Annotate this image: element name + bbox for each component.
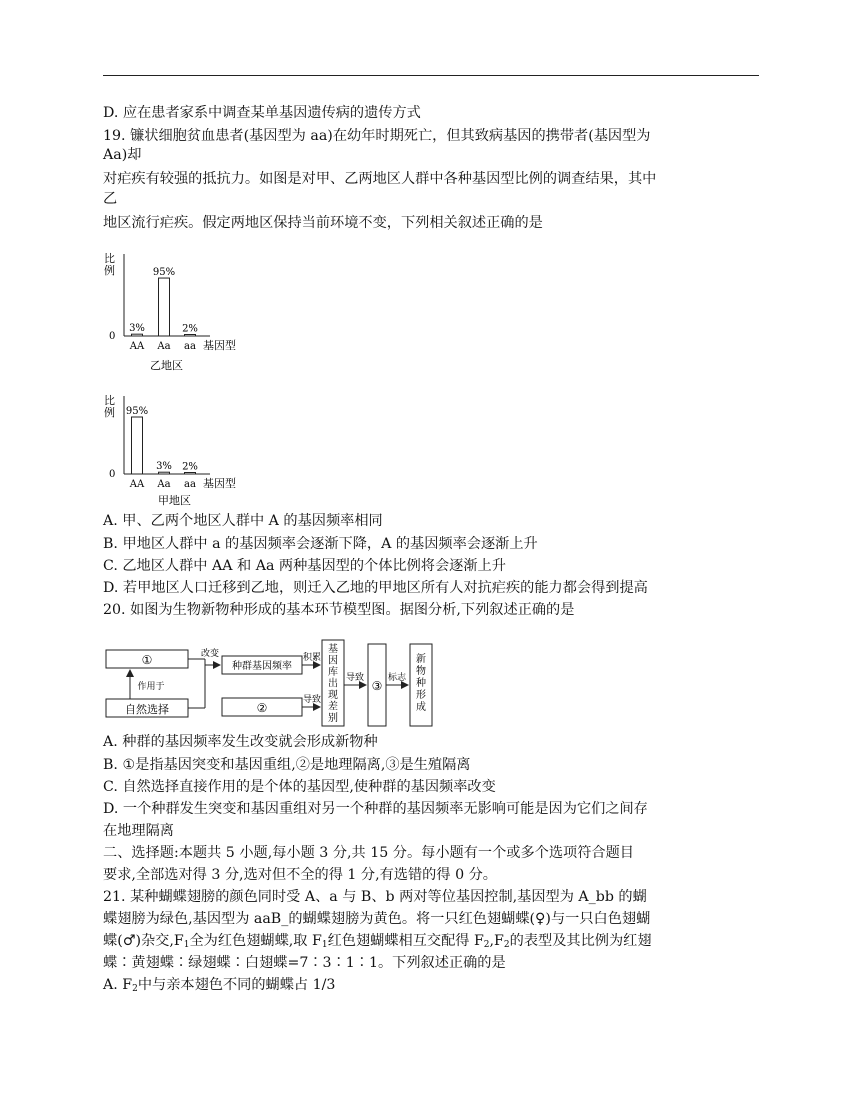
chart-yi-bar-aa — [185, 335, 196, 337]
q21-stem-3 — [103, 932, 652, 954]
q20-option-d-1: D. 一个种群发生突变和基因重组对另一个种群的基因频率无影响可能是因为它们之间存 — [103, 801, 648, 817]
gene-pool-char-1: 因 — [328, 655, 338, 667]
chart-yi-zero: 0 — [109, 331, 116, 342]
section-2-intro-2: 要求,全部选对得 3 分,选对但不全的得 1 分,有选错的得 0 分。 — [103, 867, 497, 883]
chart-jia-tick-Aa: Aa — [157, 479, 171, 490]
q21-stem-4: 蝶∶黄翅蝶∶绿翅蝶∶白翅蝶=7∶3∶1∶1。下列叙述正确的是 — [103, 955, 506, 971]
sub-f2c: 2 — [132, 984, 138, 994]
accumulate-label: 积累 — [302, 653, 322, 663]
chart-yi-ylabel-2: 例 — [104, 264, 115, 277]
chart-jia-title: 甲地区 — [158, 494, 191, 507]
q20-stem: 20. 如图为生物新物种形成的基本环节模型图。据图分析,下列叙述正确的是 — [103, 602, 575, 618]
q21-text-c: 红色翅蝴蝶相互交配得 F — [327, 933, 484, 949]
q20-option-d-2: 在地理隔离 — [103, 823, 174, 839]
chart-jia-value-label-AA: 95% — [125, 406, 149, 417]
q21a-text-a: A. F — [103, 977, 133, 993]
q21-option-a — [103, 976, 335, 998]
chart-yi-bar-AA — [132, 334, 143, 336]
gene-pool-char-2: 库 — [328, 667, 338, 678]
q21-text-e: 的表型及其比例为红翅 — [509, 933, 652, 949]
section-2-intro-1: 二、选择题:本题共 5 小题,每小题 3 分,共 15 分。每小题有一个或多个选项符合题目 — [103, 845, 634, 861]
q20-option-b: B. ①是指基因突变和基因重组,②是地理隔离,③是生殖隔离 — [103, 757, 471, 773]
q21-text-a: 蝶(♂)杂交,F — [103, 933, 184, 949]
species-formation-diagram — [100, 638, 440, 732]
chart-yi-value-label-Aa: 95% — [152, 267, 176, 279]
header-rule — [103, 75, 759, 76]
chart-jia-zero: 0 — [109, 469, 116, 480]
chart-yi-value-label-AA: 3% — [129, 323, 145, 335]
chart-jia-ylabel-2: 例 — [104, 406, 115, 419]
leads-label-1: 导致 — [302, 695, 322, 705]
box-1-label: ① — [141, 653, 153, 667]
q19-stem-1: 19. 镰状细胞贫血患者(基因型为 aa)在幼年时期死亡，但其致病基因的携带者(基因型为 — [103, 128, 651, 144]
new-species-char-1: 物 — [416, 666, 426, 677]
chart-jia-bar-AA — [132, 417, 143, 474]
chart-jia-bar-aa — [185, 473, 196, 475]
q19-option-d: D. 若甲地区人口迁移到乙地，则迁入乙地的甲地区所有人对抗疟疾的能力都会得到提高 — [103, 580, 648, 596]
gene-pool-char-4: 现 — [328, 690, 338, 701]
q21-stem-1: 21. 某种蝴蝶翅膀的颜色同时受 A、a 与 B、b 两对等位基因控制,基因型为 A_bb 的蝴 — [103, 889, 647, 905]
new-species-char-3: 形 — [416, 690, 426, 701]
gene-pool-char-0: 基 — [328, 644, 338, 655]
change-label: 改变 — [200, 649, 220, 659]
q21-text-b: 全为红色翅蝴蝶,取 F — [189, 933, 322, 949]
new-species-char-2: 种 — [416, 678, 426, 689]
q19-option-b: B. 甲地区人群中 a 的基因频率会逐渐下降，A 的基因频率会逐渐上升 — [103, 536, 538, 552]
gene-pool-char-6: 别 — [328, 713, 338, 724]
sub-f2: 2 — [483, 940, 490, 950]
chart-jia-tick-aa: aa — [184, 479, 196, 490]
q21a-text-b: 中与亲本翅色不同的蝴蝶占 1/3 — [137, 977, 336, 993]
q20-option-a: A. 种群的基因频率发生改变就会形成新物种 — [103, 734, 378, 750]
chart-yi-region — [100, 250, 260, 380]
chart-jia-tick-AA: AA — [129, 479, 145, 490]
sub-f2b: 2 — [503, 940, 510, 950]
chart-jia-value-label-aa: 2% — [182, 461, 198, 473]
chart-yi-tick-aa: aa — [184, 341, 196, 352]
q18-option-d: D. 应在患者家系中调查某单基因遗传病的遗传方式 — [103, 105, 421, 121]
marks-label: 标志 — [387, 673, 407, 683]
q21-text-d: ,F — [489, 933, 504, 949]
chart-yi-title: 乙地区 — [150, 359, 183, 372]
box-2-label: ② — [256, 701, 268, 715]
chart-jia-bar-Aa — [159, 472, 170, 474]
box-3-label: ③ — [371, 679, 383, 693]
sub-f1: 1 — [183, 940, 190, 950]
chart-yi-tick-AA: AA — [129, 341, 145, 352]
chart-yi-ylabel-1: 比 — [104, 252, 115, 265]
acts-on-label: 作用于 — [137, 682, 165, 692]
q19-option-a: A. 甲、乙两个地区人群中 A 的基因频率相同 — [103, 513, 383, 529]
q19-stem-5: 地区流行疟疾。假定两地区保持当前环境不变，下列相关叙述正确的是 — [103, 215, 543, 231]
chart-jia-ylabel-1: 比 — [104, 394, 115, 407]
q19-option-c: C. 乙地区人群中 AA 和 Aa 两种基因型的个体比例将会逐渐上升 — [103, 558, 506, 574]
chart-yi-xlabel: 基因型 — [203, 339, 236, 352]
chart-jia-value-label-Aa: 3% — [156, 461, 172, 473]
chart-yi-bar-Aa — [159, 278, 170, 336]
new-species-char-0: 新 — [416, 654, 426, 665]
gene-pool-char-5: 差 — [328, 701, 338, 713]
new-species-char-4: 成 — [416, 702, 426, 713]
chart-yi-tick-Aa: Aa — [157, 341, 171, 352]
gene-frequency-label: 种群基因频率 — [232, 661, 292, 672]
q19-stem-2: Aa)却 — [103, 147, 142, 163]
natural-selection-label: 自然选择 — [125, 703, 169, 716]
q21-stem-2: 蝶翅膀为绿色,基因型为 aaB_的蝴蝶翅膀为黄色。将一只红色翅蝴蝶(♀)与一只白色翅蝴 — [103, 911, 651, 927]
gene-pool-char-3: 出 — [328, 678, 338, 690]
leads-label-2: 导致 — [345, 673, 365, 683]
chart-jia-region — [100, 390, 260, 512]
sub-f1b: 1 — [321, 940, 328, 950]
q19-stem-4: 乙 — [103, 191, 118, 207]
q20-option-c: C. 自然选择直接作用的是个体的基因型,使种群的基因频率改变 — [103, 779, 496, 795]
chart-yi-value-label-aa: 2% — [182, 323, 198, 335]
chart-jia-xlabel: 基因型 — [203, 477, 236, 490]
q19-stem-3: 对疟疾有较强的抵抗力。如图是对甲、乙两地区人群中各种基因型比例的调查结果，其中 — [103, 171, 657, 187]
